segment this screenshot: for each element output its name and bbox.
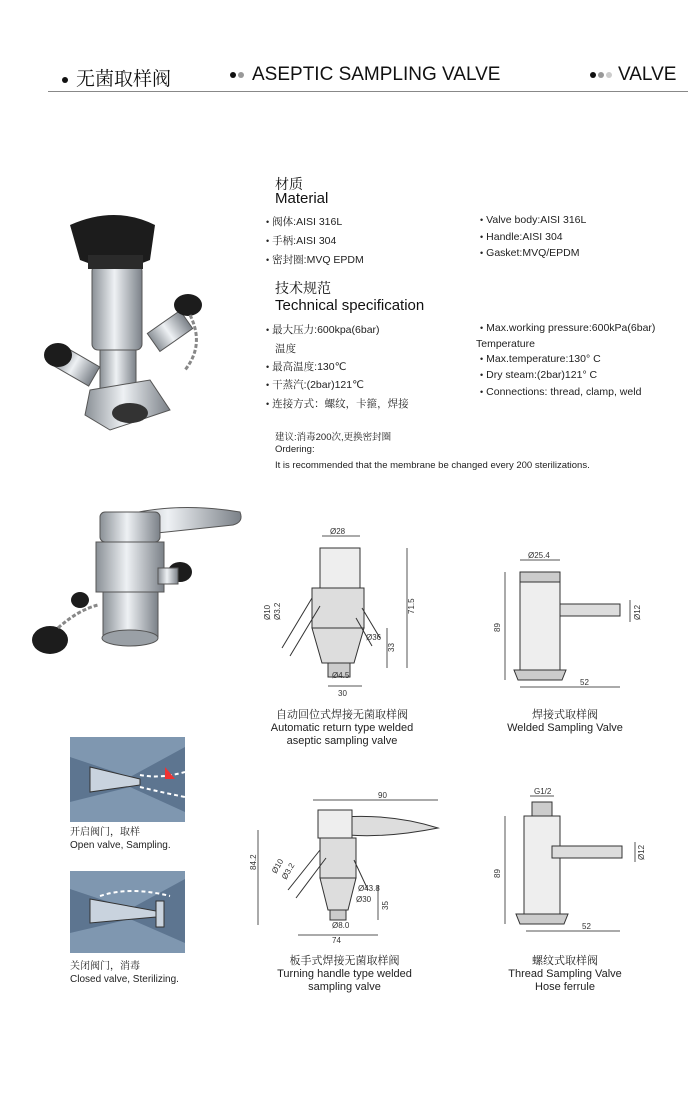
dim-h89: 89 (493, 623, 502, 632)
dim-d254: Ø25.4 (528, 552, 550, 560)
dim-d80: Ø8.0 (332, 921, 350, 930)
ordering-label: Ordering: (275, 444, 315, 455)
dim-w90: 90 (378, 791, 387, 800)
material-title-en: Material (275, 190, 329, 207)
tech-title-cn: 技术规范 (275, 280, 331, 296)
dim-h842: 84.2 (249, 854, 258, 870)
product-photo-handle (8, 500, 243, 665)
material-en-item: • Handle:AISI 304 (480, 231, 563, 243)
tech-cn-row: • 干蒸汽:(2bar)121℃ (266, 379, 364, 391)
ordering-cn: 建议:消毒200次,更换密封圈 (275, 432, 392, 443)
tech-en-row: • Max.temperature:130° C (480, 353, 601, 365)
dim-w74: 74 (332, 936, 341, 945)
material-cn-item: • 密封圈:MVQ EPDM (266, 254, 364, 266)
dim-d10: Ø10 (263, 604, 272, 620)
dim-g12: G1/2 (534, 788, 552, 796)
header-cn-title: 无菌取样阀 (62, 64, 171, 91)
caption-turning-handle: 板手式焊接无菌取样阀 Turning handle type welded sampling valve (277, 955, 412, 993)
drawing-turning-handle (248, 790, 443, 945)
header-divider (48, 91, 688, 92)
header-en-title: ASEPTIC SAMPLING VALVE (230, 64, 500, 86)
tech-cn-row: 温度 (275, 343, 296, 355)
caption-open: 开启阀门，取样 Open valve, Sampling. (70, 827, 171, 851)
cross-section-open (70, 737, 185, 822)
dim-d438: Ø43.8 (358, 884, 380, 893)
dim-d12: Ø12 (637, 844, 646, 860)
dim-d28: Ø28 (330, 528, 346, 536)
tech-en-row: Temperature (476, 338, 535, 350)
dim-h715: 71.5 (407, 598, 416, 614)
dim-h35: 35 (381, 901, 390, 910)
header-category: VALVE (590, 64, 676, 86)
tech-cn-row: • 最大压力:600kpa(6bar) (266, 324, 380, 336)
tech-en-row: • Connections: thread, clamp, weld (480, 386, 642, 398)
dim-h89: 89 (493, 869, 502, 878)
dim-d12: Ø12 (633, 604, 642, 620)
dim-d32: Ø3.2 (273, 602, 282, 620)
dim-d32: Ø3.2 (279, 861, 297, 881)
product-photo-multiport (40, 205, 240, 440)
dim-h33: 33 (387, 643, 396, 652)
caption-closed: 关闭阀门，消毒 Closed valve, Sterilizing. (70, 961, 179, 985)
dim-w52: 52 (580, 678, 589, 687)
material-cn-item: • 阀体:AISI 316L (266, 216, 343, 228)
dim-d30: Ø30 (356, 895, 372, 904)
tech-en-row: • Max.working pressure:600kPa(6bar) (480, 322, 656, 334)
dim-w52: 52 (582, 922, 591, 931)
material-cn-item: • 手柄:AISI 304 (266, 235, 337, 247)
drawing-welded (490, 552, 650, 692)
tech-cn-row: • 连接方式：螺纹，卡箍，焊接 (266, 398, 409, 410)
tech-cn-row: • 最高温度:130℃ (266, 361, 347, 373)
dim-d10: Ø10 (269, 857, 286, 875)
cross-section-closed (70, 871, 185, 953)
material-en-item: • Valve body:AISI 316L (480, 214, 587, 226)
material-title-cn: 材质 (275, 176, 303, 192)
dim-d45: Ø4.5 (332, 671, 350, 680)
caption-thread: 螺纹式取样阀 Thread Sampling Valve Hose ferrule (508, 955, 622, 993)
material-en-item: • Gasket:MVQ/EPDM (480, 247, 580, 259)
caption-welded: 焊接式取样阀 Welded Sampling Valve (507, 709, 623, 734)
ordering-en: It is recommended that the membrane be changed every 200 sterilizations. (275, 460, 590, 471)
tech-title-en: Technical specification (275, 297, 425, 314)
dim-d36: Ø36 (366, 633, 382, 642)
drawing-thread (490, 788, 650, 938)
tech-en-row: • Dry steam:(2bar)121° C (480, 369, 598, 381)
drawing-auto-return (262, 528, 422, 698)
dim-w30: 30 (338, 689, 347, 698)
caption-auto-return: 自动回位式焊接无菌取样阀 Automatic return type welded aseptic sampling valve (270, 709, 414, 747)
